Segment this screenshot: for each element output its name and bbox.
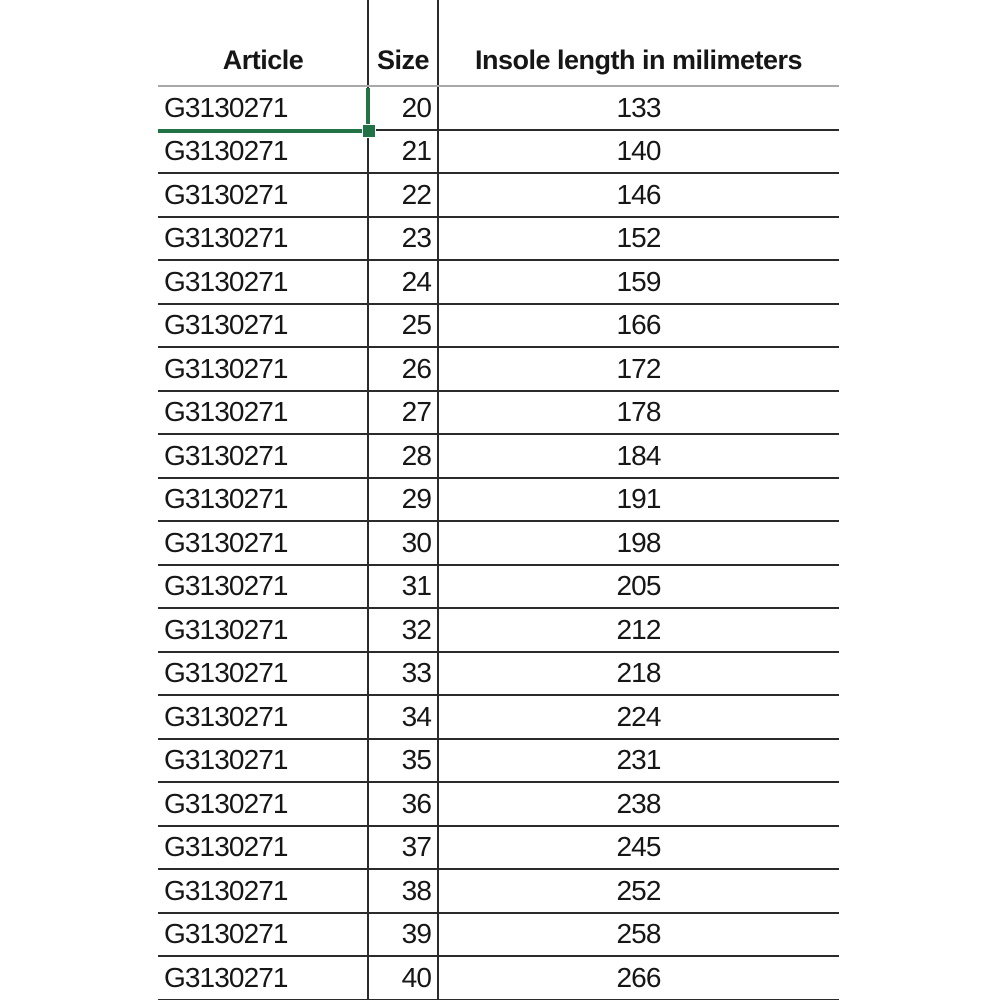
selection-border-right	[366, 88, 370, 130]
cell-article[interactable]: G3130271	[164, 700, 288, 732]
cell-size[interactable]: 22	[401, 178, 431, 210]
table	[158, 0, 839, 1000]
table-row	[158, 827, 839, 871]
cell-article[interactable]: G3130271	[164, 918, 288, 950]
cell-insole-length[interactable]: 205	[616, 570, 661, 602]
cell-size[interactable]: 39	[401, 918, 431, 950]
table-row	[158, 522, 839, 566]
table-row	[158, 435, 839, 479]
cell-insole-length[interactable]: 258	[616, 918, 661, 950]
cell-insole-length[interactable]: 191	[616, 483, 661, 515]
cell-size[interactable]: 21	[401, 135, 431, 167]
cell-article[interactable]: G3130271	[164, 570, 288, 602]
cell-size[interactable]: 23	[401, 222, 431, 254]
cell-size[interactable]: 28	[401, 439, 431, 471]
cell-insole-length[interactable]: 231	[616, 744, 661, 776]
cell-size[interactable]: 38	[401, 874, 431, 906]
cell-size[interactable]: 40	[401, 961, 431, 993]
cell-article[interactable]: G3130271	[164, 831, 288, 863]
cell-size[interactable]: 27	[401, 396, 431, 428]
cell-size[interactable]: 36	[401, 787, 431, 819]
cell-size[interactable]: 33	[401, 657, 431, 689]
table-row	[158, 609, 839, 653]
cell-insole-length[interactable]: 198	[616, 526, 661, 558]
cell-article[interactable]: G3130271	[164, 309, 288, 341]
cell-article[interactable]: G3130271	[164, 787, 288, 819]
cell-article[interactable]: G3130271	[164, 526, 288, 558]
header-article[interactable]: Article	[222, 45, 304, 75]
cell-size[interactable]: 25	[401, 309, 431, 341]
table-row	[158, 305, 839, 349]
cell-insole-length[interactable]: 224	[616, 700, 661, 732]
cell-insole-length[interactable]: 146	[616, 178, 661, 210]
cell-size[interactable]: 24	[401, 265, 431, 297]
cell-article[interactable]: G3130271	[164, 352, 288, 384]
cell-insole-length[interactable]: 140	[616, 135, 661, 167]
cell-insole-length[interactable]: 172	[616, 352, 661, 384]
cell-insole-length[interactable]: 166	[616, 309, 661, 341]
cell-article[interactable]: G3130271	[164, 222, 288, 254]
table-row	[158, 131, 839, 175]
cell-article[interactable]: G3130271	[164, 135, 288, 167]
table-header-row	[158, 0, 839, 87]
header-size[interactable]: Size	[376, 45, 430, 75]
cell-insole-length[interactable]: 159	[616, 265, 661, 297]
cell-article[interactable]: G3130271	[164, 265, 288, 297]
cell-size[interactable]: 34	[401, 700, 431, 732]
table-row	[158, 914, 839, 958]
table-row	[158, 479, 839, 523]
table-body	[158, 87, 839, 1000]
cell-size[interactable]: 31	[401, 570, 431, 602]
cell-size[interactable]: 37	[401, 831, 431, 863]
table-row	[158, 653, 839, 697]
cell-article[interactable]: G3130271	[164, 744, 288, 776]
cell-insole-length[interactable]: 152	[616, 222, 661, 254]
cell-size[interactable]: 20	[401, 91, 431, 123]
cell-size[interactable]: 35	[401, 744, 431, 776]
cell-article[interactable]: G3130271	[164, 961, 288, 993]
table-row	[158, 783, 839, 827]
table-row	[158, 87, 839, 131]
table-row	[158, 218, 839, 262]
table-row	[158, 696, 839, 740]
cell-article[interactable]: G3130271	[164, 178, 288, 210]
cell-insole-length[interactable]: 133	[616, 91, 661, 123]
cell-size[interactable]: 26	[401, 352, 431, 384]
table-row	[158, 740, 839, 784]
selection-fill-handle[interactable]	[363, 125, 375, 137]
table-row	[158, 957, 839, 1000]
cell-article[interactable]: G3130271	[164, 483, 288, 515]
table-row	[158, 870, 839, 914]
cell-article[interactable]: G3130271	[164, 396, 288, 428]
cell-insole-length[interactable]: 184	[616, 439, 661, 471]
cell-insole-length[interactable]: 212	[616, 613, 661, 645]
cell-insole-length[interactable]: 238	[616, 787, 661, 819]
cell-insole-length[interactable]: 245	[616, 831, 661, 863]
cell-article[interactable]: G3130271	[164, 439, 288, 471]
cell-insole-length[interactable]: 252	[616, 874, 661, 906]
cell-size[interactable]: 30	[401, 526, 431, 558]
cell-article[interactable]: G3130271	[164, 91, 288, 123]
table-row	[158, 566, 839, 610]
table-row	[158, 348, 839, 392]
cell-insole-length[interactable]: 266	[616, 961, 661, 993]
cell-insole-length[interactable]: 218	[616, 657, 661, 689]
cell-insole-length[interactable]: 178	[616, 396, 661, 428]
cell-article[interactable]: G3130271	[164, 613, 288, 645]
cell-size[interactable]: 32	[401, 613, 431, 645]
header-insole-length[interactable]: Insole length in milimeters	[474, 45, 803, 75]
selection-border-bottom	[158, 129, 369, 133]
cell-size[interactable]: 29	[401, 483, 431, 515]
table-row	[158, 261, 839, 305]
cell-article[interactable]: G3130271	[164, 874, 288, 906]
cell-article[interactable]: G3130271	[164, 657, 288, 689]
table-row	[158, 392, 839, 436]
table-row	[158, 174, 839, 218]
